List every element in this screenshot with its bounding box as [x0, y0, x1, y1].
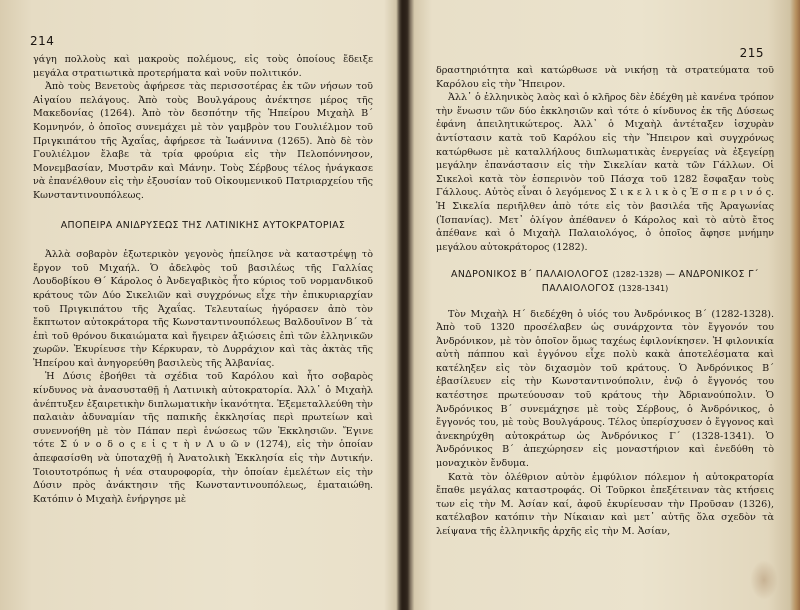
paragraph: Τὸν Μιχαὴλ Η΄ διεδέχθη ὁ υἱός του Ἀνδρόνικος Β΄ (1282-1328). Ἀπὸ τοῦ 1320 προσέλαβεν ὡς συνάρχοντα τὸν ἔγγονόν του Ἀνδρόνικον, μὲ τὸν ὁποῖον ὅμως ταχέως ἐφιλονίκησεν. Ἡ φιλονικία αὐτὴ πάππου καὶ ἐγγόνου εἶχε πολὺ κακὰ ἀποτελέσματα καὶ κατέληξεν εἰς τὸν διχασμὸν τοῦ κράτους. Ὁ Ἀνδρόνικος Β΄ ἐβασίλευεν εἰς τὴν Κωνσταντινούπολιν, ἐνῷ ὁ ἔγγονός του κατέστησε πρωτεύουσαν τοῦ κράτους τὴν Ἀδριανούπολιν. Ὁ Ἀνδρόνικος Β΄ συνεμάχησε μὲ τοὺς Σέρβους, ὁ Ἀνδρόνικος, ὁ ἔγγονός του, μὲ τοὺς Βουλγάρους. Τέλος ὑπερίσχυσεν ὁ ἔγγονος καὶ ἀνεκηρύχθη αὐτοκράτωρ ὡς Ἀνδρόνικος Γ΄ (1328-1341). Ὁ Ἀνδρόνικος Β΄ ἀπεχώρησεν εἰς μοναστήριον καὶ ἐνεδύθη τὸ μοναχικὸν ἔνδυμα.	[436, 308, 774, 470]
right-page-text	[436, 64, 774, 539]
paragraph: Ἀπὸ τοὺς Βενετοὺς ἀφήρεσε τὰς περισσοτέρας ἐκ τῶν νήσων τοῦ Αἰγαίου πελάγους. Ἀπὸ τοὺς Βουλγάρους ἀνέκτησε μέρος τῆς Μακεδονίας (1264). Ἀπὸ τὸν δεσπότην τῆς Ἠπείρου Μιχαὴλ Β΄ Κομνηνόν, ὁ ὁποῖος συνεμάχει μὲ τὸν γαμβρὸν του Γουλιέλμον τοῦ Πριγκιπάτου τῆς Ἀχαΐας, ἀφήρεσε τὰ Ἰωάννινα (1265). Ἀπὸ δὲ τὸν Γουλιέλμον ἔλαβε τὰ τρία φρούρια εἰς τὴν Πελοπόννησον, Μονεμβασίαν, Μυστρᾶν καὶ Μάνην. Τοὺς Σέρβους τέλος ἠνάγκασε νὰ ἐπανέλθουν εἰς τὴν ἐξουσίαν τοῦ Οἰκουμενικοῦ Πατριαρχείου τῆς Κωνσταντινουπόλεως.	[33, 81, 373, 201]
paragraph: δραστηριότητα καὶ κατώρθωσε νὰ νικήσῃ τὰ στρατεύματα τοῦ Καρόλου εἰς τὴν Ἤπειρον.	[436, 65, 774, 90]
section-heading-andronikos	[436, 268, 774, 295]
paragraph: γάγη πολλοὺς καὶ μακροὺς πολέμους, εἰς τοὺς ὁποίους ἔδειξε μεγάλα στρατιωτικὰ προτερήματα καὶ νοῦν πολιτικόν.	[33, 54, 373, 79]
heading-title-2: ΠΑΛΑΙΟΛΟΓΟΣ	[541, 282, 615, 294]
left-page-text	[33, 53, 373, 506]
page-number-left: 214	[30, 34, 55, 48]
paragraph: Κατὰ τὸν ὀλέθριον αὐτὸν ἐμφύλιον πόλεμον ἡ αὐτοκρατορία ἔπαθε μεγάλας καταστροφάς. Οἱ Τοῦρκοι ἐπεξέτειναν τὰς κτήσεις των εἰς τὴν Μ. Ἀσίαν καί, ἀφοῦ ἐκυρίευσαν τὴν Προῦσαν (1326), κατέλαβον κατόπιν τὴν Νίκαιαν καὶ μετ᾿ αὐτῆς ὅλα σχεδὸν τὰ λείψανα τῆς ἑλληνικῆς ἀρχῆς εἰς τὴν Μ. Ἀσίαν,	[436, 471, 774, 537]
paragraph: Ἀλλὰ σοβαρὸν ἐξωτερικὸν γεγονὸς ἠπείλησε νὰ καταστρέψῃ τὸ ἔργον τοῦ Μιχαήλ. Ὁ ἀδελφὸς τοῦ βασιλέως τῆς Γαλλίας Λουδοβίκου Θ΄ Κάρολος ὁ Ἀνδεγαβικὸς ἦτο κύριος τοῦ νορμανδικοῦ κράτους τῶν Δύο Σικελιῶν καὶ συγχρόνως εἶχε τὴν ἐπικυριαρχίαν τοῦ Πριγκιπάτου τῆς Ἀχαΐας. Τελευταίως ἠγόρασεν ἀπὸ τὸν ἔκπτωτον αὐτοκράτορα τῆς Κωνσταντινουπόλεως Βαλδουῖνον Β΄ τὰ ἐπὶ τοῦ θρόνου δικαιώματα καὶ ἤγειρεν ἀξιώσεις ἐπὶ τῶν ἑλληνικῶν χωρῶν. Ἐκυρίευσε τὴν Κέρκυραν, τὸ Δυρράχιον καὶ τὰς ἀκτὰς τῆς Ἠπείρου καὶ ἀνηγορεύθη βασιλεὺς τῆς Ἀλβανίας.	[33, 249, 373, 369]
heading-dates-1: (1282-1328)	[612, 270, 663, 280]
heading-title-1: ΑΝΔΡΟΝΙΚΟΣ Β΄ ΠΑΛΑΙΟΛΟΓΟΣ	[451, 269, 609, 281]
paragraph: Ἀλλ᾿ ὁ ἑλληνικὸς λαὸς καὶ ὁ κλῆρος δὲν ἐδέχθη μὲ κανένα τρόπον τὴν ἕνωσιν τῶν δύο ἐκκλησιῶν καὶ τότε ὁ κίνδυνος ἐκ τῆς Δύσεως ἐφάνη ἀπειλητικώτερος. Ἀλλ᾿ ὁ Μιχαὴλ ἀντέταξεν ἰσχυρὰν ἀντίστασιν κατὰ τοῦ Καρόλου εἰς τὴν Ἤπειρον καὶ συγχρόνως κατώρθωσε μὲ καταλλήλους διπλωματικὰς ἐνεργείας νὰ ἐξεγείρῃ μεγάλην ἐπανάστασιν εἰς τὴν Σικελίαν κατὰ τῶν Γάλλων. Οἱ Σικελοὶ κατὰ τὸν ἑσπερινὸν τοῦ Πάσχα τοῦ 1282 ἔσφαξαν τοὺς Γάλλους. Αὐτὸς εἶναι ὁ λεγόμενος Σ ι κ ε λ ι κ ὸ ς Ἑ σ π ε ρ ι ν ό ς. Ἡ Σικελία περιῆλθεν ἀπὸ τότε εἰς τὸν βασιλέα τῆς Ἀραγωνίας (Ἰσπανίας). Μετ᾿ ὀλίγον ἀπέθανεν ὁ Κάρολος καὶ τὸ αὐτὸ ἔτος ἀπέθανε καὶ ὁ Μιχαὴλ Παλαιολόγος, ὁ ὁποῖος ἄφησε μνήμην μεγάλου αὐτοκράτορος (1282).	[436, 92, 774, 253]
page-number-right: 215	[739, 46, 764, 60]
left-page	[0, 0, 398, 610]
heading-dates-2: (1328-1341)	[618, 283, 669, 293]
right-page	[408, 0, 800, 610]
section-heading-latin-empire: ΑΠΟΠΕΙΡΑ ΑΝΙΔΡΥΣΕΩΣ ΤΗΣ ΛΑΤΙΝΙΚΗΣ ΑΥΤΟΚΡΑΤΟΡΙΑΣ	[60, 219, 346, 231]
paragraph: Ἡ Δύσις ἐβοήθει τὰ σχέδια τοῦ Καρόλου καὶ ἦτο σοβαρὸς κίνδυνος νὰ ἀνασυσταθῇ ἡ Λατινικὴ αὐτοκρατορία. Ἀλλ᾿ ὁ Μιχαὴλ ἀνέπτυξεν ἐξαιρετικὴν διπλωματικὴν ἱκανότητα. Ἐξεμεταλλεύθη τὴν παλαιὰν ἀδυναμίαν τῆς παπικῆς ἐκκλησίας περὶ πρωτείων καὶ συνεννοήθη μὲ τὸν Πάπαν περὶ ἑνώσεως τῶν Ἐκκλησιῶν. Ἔγινε τότε Σ ύ ν ο δ ο ς ε ἰ ς τ ὴ ν Λ υ ῶ ν (1274), εἰς τὴν ὁποίαν ἀπεφασίσθη νὰ ὑποταχθῇ ἡ Ἀνατολικὴ Ἐκκλησία εἰς τὴν Δυτικήν. Τοιουτοτρόπως ἡ νέα σταυροφορία, τὴν ὁποίαν ἐμελέτων εἰς τὴν Δύσιν πρὸς ἀνάκτησιν τῆς Κωνσταντινουπόλεως, ἐματαιώθη. Κατόπιν ὁ Μιχαὴλ ἐνήργησε μὲ	[33, 371, 373, 505]
heading-title-mid: — ΑΝΔΡΟΝΙΚΟΣ Γ΄	[665, 269, 759, 281]
